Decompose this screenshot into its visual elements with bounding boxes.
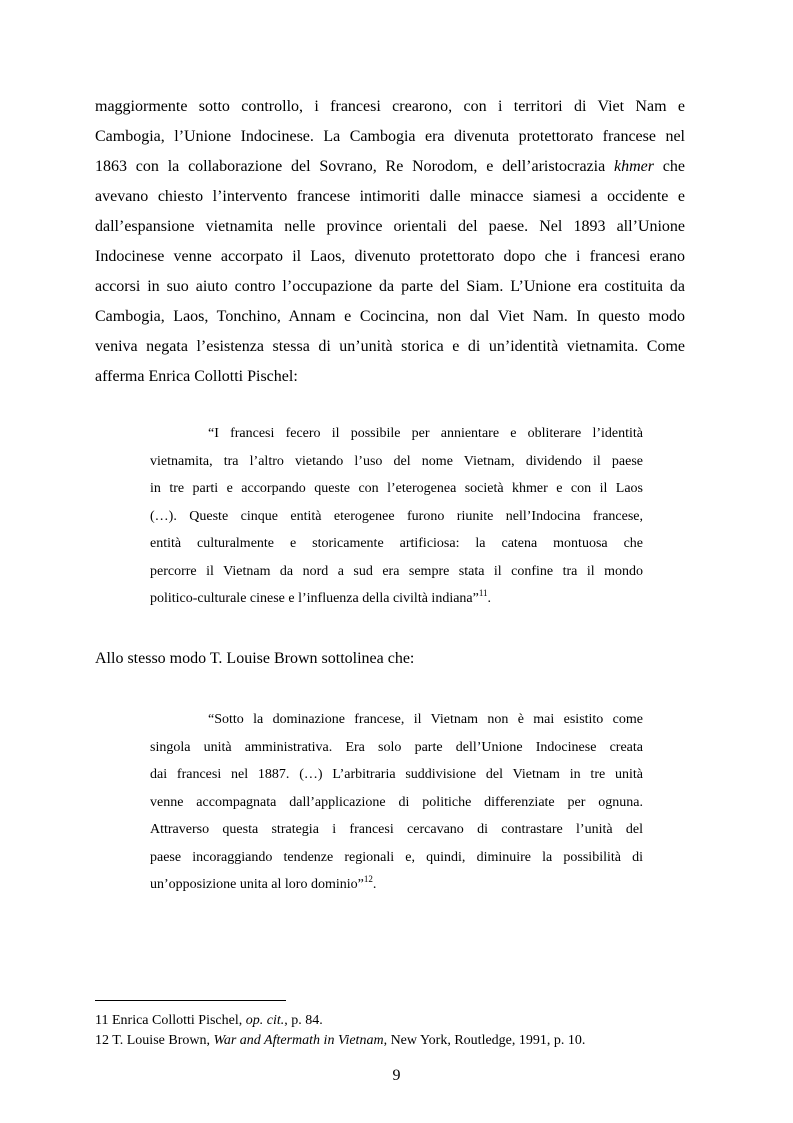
quote-line: “Sotto la dominazione francese, il Vietnam non è mai esistito come [208,712,643,727]
text-line: 1863 con la collaborazione del Sovrano, Re Norodom, e dell’aristocrazia khmer che [95,158,685,175]
text-line: Indocinese venne accorpato il Laos, divenuto protettorato dopo che i francesi erano [95,248,685,265]
quote-line: politico-culturale cinese e l’influenza della civiltà indiana”$^{11}$. [150,588,492,606]
quote-line: paese incoraggiando tendenze regionali e, quindi, diminuire la possibilità di [150,849,643,865]
body-paragraph-2 [95,644,685,674]
footnote-ref-12[interactable]: 12 [363,874,373,884]
footnote-ref-11[interactable]: 11 [478,588,488,598]
block-quote-2 [150,706,643,899]
footnote-separator [95,1000,286,1001]
quote-line: un’opposizione unita al loro dominio”$^{12}$. [150,874,377,892]
quote-line: Attraverso questa strategia i francesi cercavano di contrastare l’unità del [150,822,643,837]
text-line: veniva negata l’esistenza stessa di un’unità storica e di un’identità vietnamita. Come [95,338,685,355]
quote-line: dai francesi nel 1887. (…) L’arbitraria suddivisione del Vietnam in tre unità [150,767,643,782]
text-line: dall’espansione vietnamita nelle province orientali del paese. Nel 1893 all’Unione [95,218,685,235]
quote-line: “I francesi fecero il possibile per annientare e obliterare l’identità [208,426,643,441]
quote-line: singola unità amministrativa. Era solo parte dell’Unione Indocinese creata [150,739,643,755]
quote-line: in tre parti e accorpando queste con l’eterogenea società khmer e con il Laos [150,481,643,496]
quote-line: venne accompagnata dall’applicazione di politiche differenziate per ognuna. [150,794,643,810]
text-line: accorsi in suo aiuto contro l’occupazione da parte del Siam. L’Unione era costituita da [95,278,685,295]
page-number: 9 [392,1067,401,1084]
block-quote-1 [150,420,643,613]
text-line: Cambogia, Laos, Tonchino, Annam e Cocincina, non dal Viet Nam. In questo modo [95,308,685,325]
quote-line: percorre il Vietnam da nord a sud era sempre stata il confine tra il mondo [150,563,643,579]
text-line: Cambogia, l’Unione Indocinese. La Cambogia era divenuta protettorato francese nel [95,128,685,145]
quote-line: (…). Queste cinque entità eterogenee furono riunite nell’Indocina francese, [150,508,643,524]
text-line: Allo stesso modo T. Louise Brown sottolinea che: [95,650,415,667]
italic-term-khmer: khmer [614,158,654,175]
quote-line: vietnamita, tra l’altro vietando l’uso del nome Vietnam, dividendo il paese [150,453,643,469]
quote-line: entità culturalmente e storicamente artificiosa: la catena montuosa che [150,536,643,551]
footnote-11: 11 Enrica Collotti Pischel, op. cit., p. 84. [95,1013,323,1028]
footnote-12: 12 T. Louise Brown, War and Aftermath in Vietnam, New York, Routledge, 1991, p. 10. [95,1033,586,1048]
footnotes [95,1011,695,1051]
body-paragraph-1 [95,92,685,392]
text-line: afferma Enrica Collotti Pischel: [95,368,298,385]
text-line: maggiormente sotto controllo, i francesi crearono, con i territori di Viet Nam e [95,98,685,115]
text-line: avevano chiesto l’intervento francese intimoriti dalle minacce siamesi a occidente e [95,188,685,205]
